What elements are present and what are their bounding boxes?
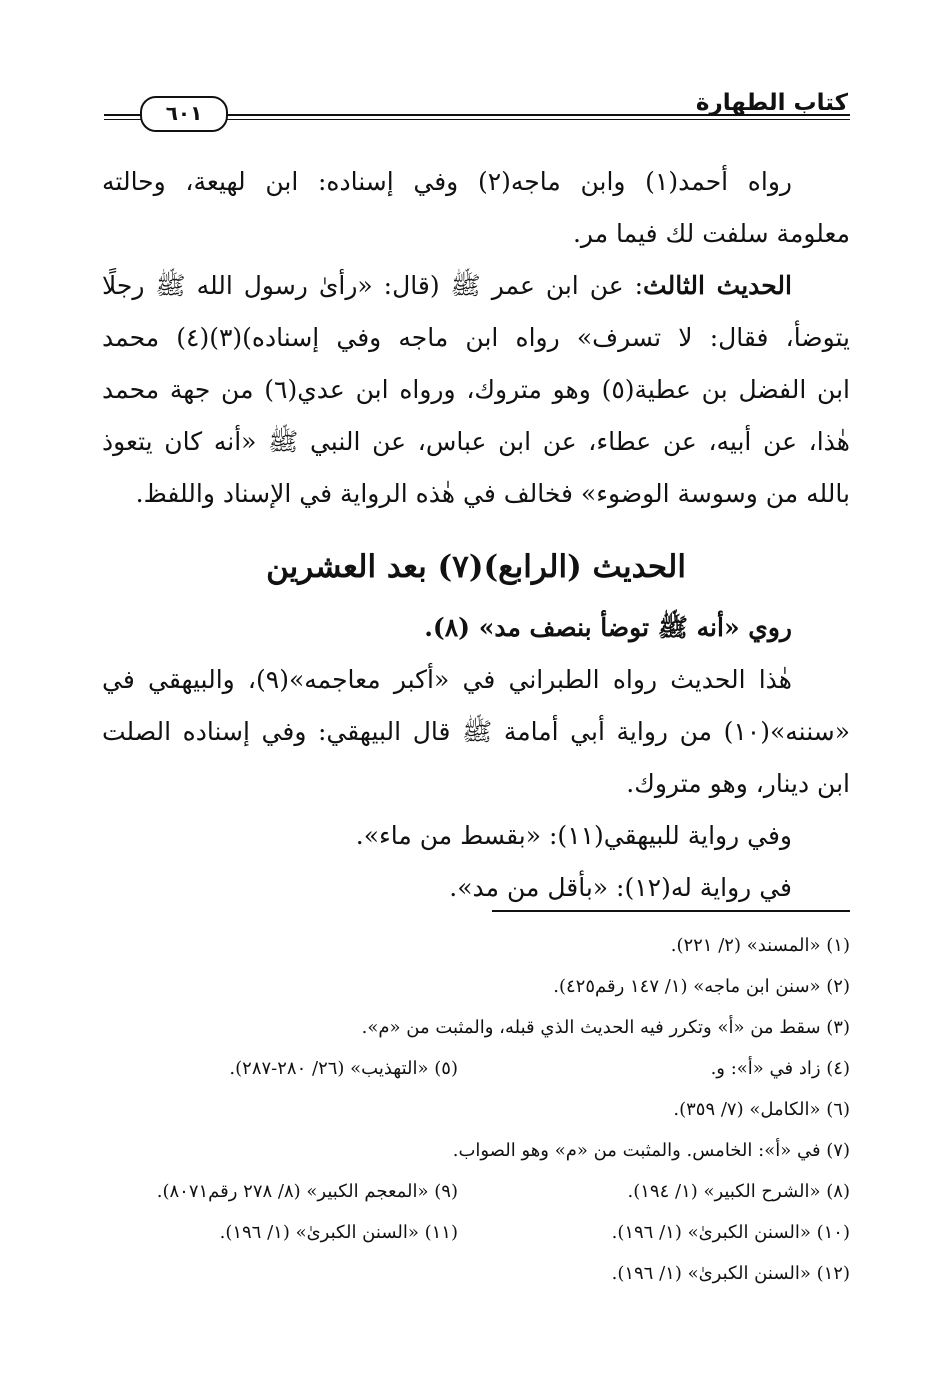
- main-text: [102, 156, 850, 914]
- footnote-text: (٣) سقط من «أ» وتكرر فيه الحديث الذي قبله، والمثبت من «م».: [361, 1017, 850, 1038]
- footnote-text: (١) «المسند» (٢/ ٢٢١).: [670, 935, 850, 956]
- text-line: «سننه»(١٠) من رواية أبي أمامة ﷺ قال البيهقي: وفي إسناده الصلت: [102, 717, 850, 746]
- footnote-text: (٦) «الكامل» (٧/ ٣٥٩).: [673, 1099, 850, 1120]
- footnote-text: (١٢) «السنن الكبرىٰ» (١/ ١٩٦).: [611, 1263, 850, 1284]
- text-line: معلومة سلفت لك فيما مر.: [572, 219, 850, 248]
- footnote-text: (١٠) «السنن الكبرىٰ» (١/ ١٩٦).: [611, 1222, 850, 1243]
- page-header: [104, 84, 850, 134]
- footnote: [102, 1007, 850, 1048]
- footnote-text: (٧) في «أ»: الخامس. والمثبت من «م» وهو الصواب.: [452, 1140, 850, 1161]
- hadith-three-title: الحديث الثالث: [643, 271, 792, 300]
- hadith-text-line: روي «أنه ﷺ توضأ بنصف مد» (٨).: [424, 613, 792, 642]
- text-line: هٰذا، عن أبيه، عن عطاء، عن ابن عباس، عن النبي ﷺ «أنه كان يتعوذ: [102, 427, 850, 456]
- footnote: [102, 966, 850, 1007]
- footnotes: [102, 925, 850, 1294]
- text-line: في رواية له(١٢): «بأقل من مد».: [449, 873, 792, 902]
- footnote-text: (٩) «المعجم الكبير» (٨/ ٢٧٨ رقم٨٠٧١).: [156, 1181, 458, 1202]
- footnote-separator: [492, 910, 850, 912]
- footnote-text: (٨) «الشرح الكبير» (١/ ١٩٤).: [627, 1181, 850, 1202]
- footnote: [102, 1171, 850, 1212]
- running-title: كتاب الطهارة: [695, 90, 848, 116]
- text-line: يتوضأ، فقال: لا تسرف» رواه ابن ماجه وفي إسناده)(٣)(٤) محمد: [102, 323, 851, 352]
- page-number: ٦٠١: [140, 96, 228, 132]
- text-line: هٰذا الحديث رواه الطبراني في «أكبر معاجمه»(٩)، والبيهقي في: [102, 665, 792, 694]
- footnote-text: (٢) «سنن ابن ماجه» (١/ ١٤٧ رقم٤٢٥).: [553, 976, 850, 997]
- footnote-text: (٥) «التهذيب» (٢٦/ ٢٨٠-٢٨٧).: [229, 1058, 458, 1079]
- text-line: رواه أحمد(١) وابن ماجه(٢) وفي إسناده: ابن لهيعة، وحالته: [102, 167, 792, 196]
- footnote-text: (٤) زاد في «أ»: و.: [710, 1058, 850, 1079]
- text-line: وفي رواية للبيهقي(١١): «بقسط من ماء».: [355, 821, 792, 850]
- text-line: ابن دينار، وهو متروك.: [626, 769, 850, 798]
- footnote: [102, 925, 850, 966]
- hadith-three-line: [102, 260, 850, 312]
- footnote-text: (١١) «السنن الكبرىٰ» (١/ ١٩٦).: [219, 1222, 458, 1243]
- footnote: [102, 1253, 850, 1294]
- text-line: ابن الفضل بن عطية(٥) وهو متروك، ورواه ابن عدي(٦) من جهة محمد: [102, 375, 850, 404]
- footnote: [102, 1048, 850, 1089]
- footnote: [102, 1130, 850, 1171]
- text-span: : عن ابن عمر ﷺ (قال: «رأىٰ رسول الله ﷺ رجلًا: [102, 271, 644, 300]
- section-heading: الحديث (الرابع)(٧) بعد العشرين: [266, 549, 686, 585]
- text-line: بالله من وسوسة الوضوء» فخالف في هٰذه الرواية في الإسناد واللفظ.: [135, 479, 850, 508]
- footnote: [102, 1089, 850, 1130]
- footnote: [102, 1212, 850, 1253]
